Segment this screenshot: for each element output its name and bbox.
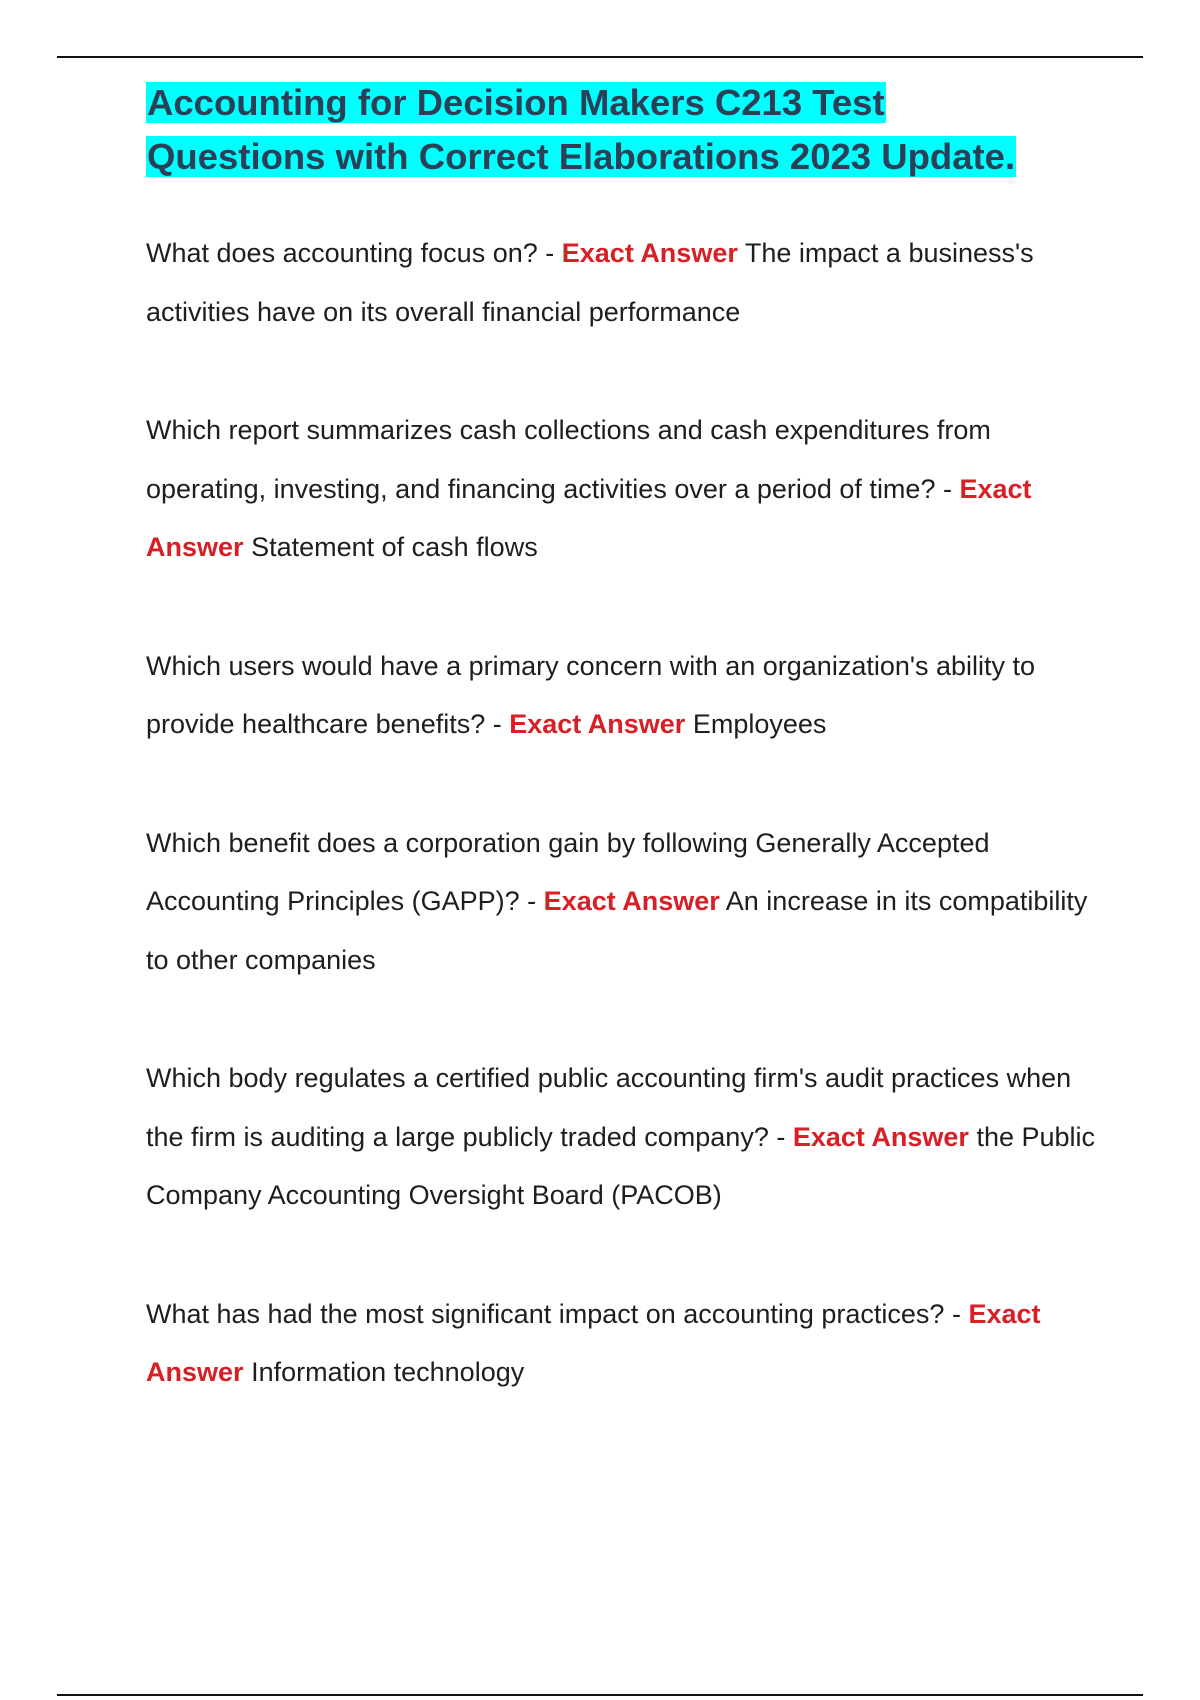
top-rule: [57, 56, 1143, 58]
qa-item-1: [146, 224, 1106, 341]
answer-text: the Public Company Accounting Oversight Board (PACOB): [146, 1121, 1096, 1210]
qa-item-5: [146, 1049, 1106, 1225]
document-title: [146, 76, 1106, 184]
question-text: Which benefit does a corporation gain by following Generally Accepted Accounting Principles (GAPP)?: [146, 827, 990, 916]
title-line-1: Accounting for Decision Makers C213 Test: [147, 82, 885, 123]
bottom-rule: [57, 1694, 1143, 1696]
answer-label: Exact Answer: [509, 709, 686, 739]
answer-text: Information technology: [251, 1357, 525, 1387]
qa-item-3: [146, 637, 1106, 754]
answer-label: Exact Answer: [561, 238, 738, 268]
question-text: Which body regulates a certified public accounting firm's audit practices when the firm is auditing a large publicly traded company?: [146, 1063, 1072, 1152]
separator: -: [537, 238, 562, 268]
answer-text: Employees: [692, 709, 827, 739]
title-line-2: Questions with Correct Elaborations 2023 Update.: [147, 136, 1016, 177]
qa-item-2: [146, 401, 1106, 577]
separator: -: [768, 1121, 793, 1152]
separator: -: [944, 1298, 969, 1329]
qa-item-6: [146, 1285, 1106, 1402]
separator: -: [485, 709, 510, 739]
qa-item-4: [146, 814, 1106, 990]
answer-text: Statement of cash flows: [251, 532, 538, 562]
answer-text: An increase in its compatibility to other companies: [146, 886, 1088, 975]
question-text: What has had the most significant impact on accounting practices?: [146, 1298, 945, 1329]
question-text: Which report summarizes cash collections and cash expenditures from operating, investing, and financing activities over a period of time?: [146, 415, 991, 504]
answer-label: Exact Answer: [792, 1121, 969, 1152]
document-body: [146, 76, 1106, 1402]
answer-text: The impact a business's activities have on its overall financial performance: [146, 238, 1034, 327]
answer-label: Exact Answer: [146, 473, 1032, 562]
answer-label: Exact Answer: [543, 886, 720, 916]
question-text: What does accounting focus on?: [146, 238, 538, 268]
answer-label: Exact Answer: [146, 1298, 1041, 1387]
separator: -: [519, 886, 544, 916]
question-text: Which users would have a primary concern with an organization's ability to provide healthcare benefits?: [146, 650, 1036, 739]
separator: -: [935, 473, 960, 504]
